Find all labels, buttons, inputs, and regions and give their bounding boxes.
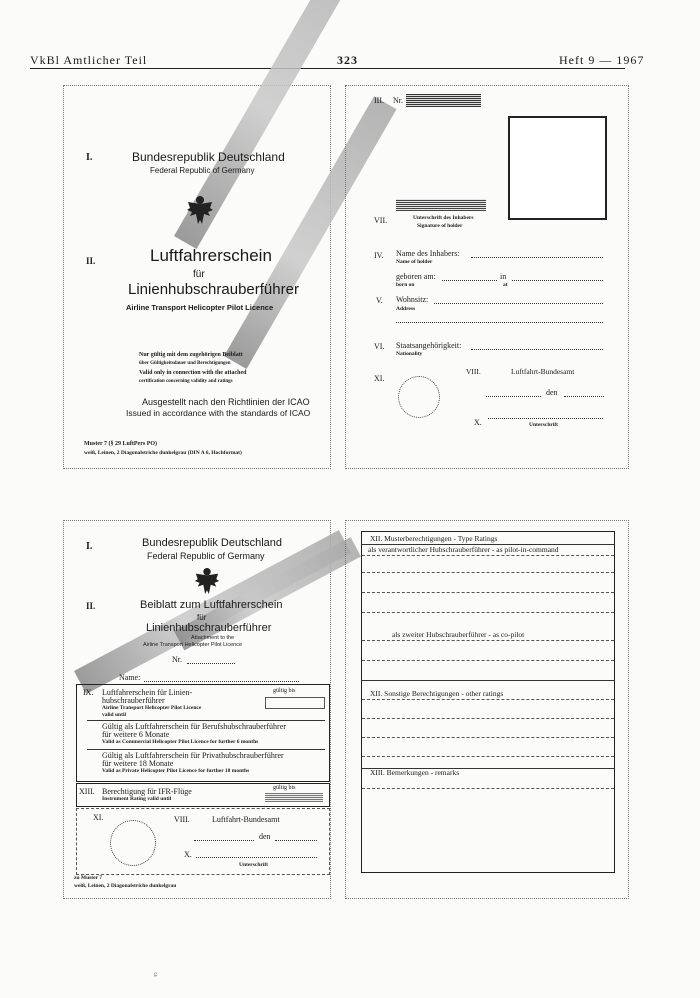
validity-note-en: certification concerning validity and ratings xyxy=(139,379,233,384)
roman-numeral: VIII. xyxy=(466,367,481,376)
entry-line xyxy=(362,737,614,738)
muster-ref: Muster 7 (§ 29 LuftPers PO) xyxy=(84,441,158,447)
holder-name-label-en: Name of holder xyxy=(396,259,433,265)
signature-field xyxy=(396,199,486,211)
other-ratings-heading: XII. Sonstige Berechtigungen - other ratings xyxy=(370,689,504,698)
attachment-en: Attachment to the xyxy=(191,635,235,641)
licence-title: Luftfahrerschein xyxy=(150,246,272,265)
attachment-en: Airline Transport Helicopter Pilot Licence xyxy=(143,642,243,648)
validity-box xyxy=(76,684,330,782)
born-place-field xyxy=(512,280,603,281)
nationality-label-en: Nationality xyxy=(396,351,423,357)
entry-line xyxy=(362,592,614,593)
roman-numeral: XI. xyxy=(374,374,385,383)
valid-until-field xyxy=(265,697,325,709)
licence-back-panel xyxy=(345,85,629,469)
authority-name: Luftfahrt-Bundesamt xyxy=(511,367,575,376)
roman-numeral: VII. xyxy=(374,216,388,225)
remarks-heading: XIII. Bemerkungen - remarks xyxy=(370,768,460,777)
roman-numeral: I. xyxy=(86,541,93,552)
muster-desc: weiß, Leinen, 2 Diagonalstriche dunkelgrau (DIN A 6, Hochformat) xyxy=(84,450,242,456)
valid-until-field xyxy=(265,793,323,802)
born-label-en: born on xyxy=(396,282,415,288)
licence-type: Linienhubschrauberführer xyxy=(128,281,299,298)
pic-heading: als verantwortlicher Hubschrauberführer - as pilot-in-command xyxy=(368,545,559,554)
icao-note-en: Issued in accordance with the standards of ICAO xyxy=(126,408,311,418)
nr-label: Nr. xyxy=(393,96,403,105)
born-in-label-en: at xyxy=(503,282,508,288)
validity-row-title: Luftfahrerschein für Linien- xyxy=(102,688,193,697)
valid-until-label: gültig bis xyxy=(273,785,296,791)
page-number: 323 xyxy=(337,53,358,67)
roman-numeral: VI. xyxy=(374,342,385,351)
signature-box xyxy=(76,808,330,875)
entry-line xyxy=(362,788,614,789)
ifr-label-en: Instrument Rating valid until xyxy=(102,796,172,802)
validity-note-en: Valid only in connection with the attached xyxy=(139,370,247,376)
validity-row-title: hubschrauberführer xyxy=(102,696,165,705)
validity-row-en: Valid as Commercial Helicopter Pilot Licence for further 6 months xyxy=(102,739,259,745)
address-field-line2 xyxy=(396,322,603,323)
born-date-field xyxy=(442,280,497,281)
date-field xyxy=(275,840,317,841)
ifr-label: Berechtigung für IFR-Flüge xyxy=(102,787,192,796)
entry-line xyxy=(362,572,614,573)
licence-type-en: Airline Transport Helicopter Pilot Licence xyxy=(126,303,274,312)
federal-eagle-icon xyxy=(186,194,214,226)
issuer-title-en: Federal Republic of Germany xyxy=(147,551,265,561)
type-ratings-heading: XII. Musterberechtigungen - Type Ratings xyxy=(370,534,498,543)
attachment-front-panel xyxy=(63,520,331,899)
redacted-number xyxy=(406,94,481,107)
validity-note: über Gültigkeitsdauer und Berechtigungen xyxy=(139,361,231,366)
header-left: VkBl Amtlicher Teil xyxy=(30,53,148,67)
nr-field xyxy=(187,663,235,664)
header-rule xyxy=(30,68,625,69)
issuer-title: Bundesrepublik Deutschland xyxy=(142,537,283,549)
roman-numeral: X. xyxy=(184,850,192,859)
seal-circle xyxy=(110,820,156,866)
validity-row-title: Gültig als Luftfahrerschein für Berufshubschrauberführer xyxy=(102,722,286,731)
issuer-title-en: Federal Republic of Germany xyxy=(150,166,255,175)
entry-line xyxy=(362,756,614,757)
validity-row-en: valid until xyxy=(102,712,126,718)
validity-row-en: Valid as Private Helicopter Pilot Licence for further 18 months xyxy=(102,768,250,774)
signature-caption: Unterschrift xyxy=(239,862,269,868)
roman-numeral: V. xyxy=(376,296,383,305)
authority-name: Luftfahrt-Bundesamt xyxy=(212,815,280,824)
ratings-panel xyxy=(345,520,629,899)
entry-line xyxy=(362,555,614,556)
footer-mark: ᵍ xyxy=(154,970,158,981)
roman-numeral: VIII. xyxy=(174,815,190,824)
roman-numeral: III. xyxy=(374,96,384,105)
name-field xyxy=(144,681,299,682)
entry-line xyxy=(362,612,614,613)
roman-numeral: IV. xyxy=(374,251,384,260)
federal-eagle-icon xyxy=(194,566,220,596)
row-divider xyxy=(87,720,325,721)
signature-caption: Unterschrift xyxy=(529,422,559,428)
attachment-fuer: für xyxy=(197,613,207,622)
licence-title-fuer: für xyxy=(193,269,205,280)
nr-label: Nr. xyxy=(172,655,182,664)
ratings-box xyxy=(361,531,615,873)
entry-line xyxy=(362,640,614,641)
entry-line xyxy=(362,660,614,661)
validity-row-title: für weitere 18 Monate xyxy=(102,759,174,768)
place-field xyxy=(486,396,541,397)
muster-desc: weiß, Leinen, 2 Diagonalstriche dunkelgrau xyxy=(74,883,177,889)
entry-line xyxy=(362,699,614,700)
date-field xyxy=(564,396,604,397)
holder-name-field xyxy=(471,257,603,258)
validity-note: Nur gültig mit dem zugehörigen Beiblatt xyxy=(139,352,243,358)
muster-ref: zu Muster 7 xyxy=(74,875,103,881)
address-label: Wohnsitz: xyxy=(396,295,429,304)
nationality-field xyxy=(471,349,603,350)
official-signature-field xyxy=(488,418,603,419)
attachment-type: Linienhubschrauberführer xyxy=(146,622,272,634)
icao-note: Ausgestellt nach den Richtlinien der ICAO xyxy=(142,397,310,407)
roman-numeral: II. xyxy=(86,601,96,611)
born-in-label: in xyxy=(500,272,507,281)
address-label-en: Address xyxy=(396,306,416,312)
attachment-title: Beiblatt zum Luftfahrerschein xyxy=(140,599,283,611)
place-field xyxy=(194,840,254,841)
signature-label-en: Signature of holder xyxy=(417,223,463,229)
nationality-label: Staatsangehörigkeit: xyxy=(396,341,462,350)
roman-numeral: XIII. xyxy=(79,787,95,796)
licence-front-panel xyxy=(63,85,331,469)
issuer-title: Bundesrepublik Deutschland xyxy=(132,150,285,164)
roman-numeral: II. xyxy=(86,256,96,266)
validity-row-en: Airline Transport Helicopter Pilot Licence xyxy=(102,705,202,711)
holder-name-label: Name des Inhabers: xyxy=(396,249,460,258)
roman-numeral: IX. xyxy=(83,688,94,697)
valid-until-label: gültig bis xyxy=(273,688,296,694)
roman-numeral: XI. xyxy=(93,813,104,822)
validity-row-title: für weitere 6 Monate xyxy=(102,730,170,739)
roman-numeral: X. xyxy=(474,418,482,427)
name-label: Name: xyxy=(119,673,141,682)
signature-label: Unterschrift des Inhabers xyxy=(413,215,474,221)
validity-row-title: Gültig als Luftfahrerschein für Privathubschrauberführer xyxy=(102,751,284,760)
born-label: geboren am: xyxy=(396,272,436,281)
row-divider xyxy=(87,749,325,750)
den-label: den xyxy=(546,388,558,397)
header-right: Heft 9 — 1967 xyxy=(559,53,645,67)
official-signature-field xyxy=(196,857,317,858)
seal-circle xyxy=(398,376,440,418)
ifr-box xyxy=(76,783,330,807)
roman-numeral: I. xyxy=(86,152,93,163)
entry-line xyxy=(362,718,614,719)
copilot-heading: als zweiter Hubschrauberführer - as co-pilot xyxy=(392,630,525,639)
den-label: den xyxy=(259,832,271,841)
row-divider xyxy=(362,680,614,681)
address-field xyxy=(434,303,603,304)
photo-box xyxy=(508,116,607,220)
